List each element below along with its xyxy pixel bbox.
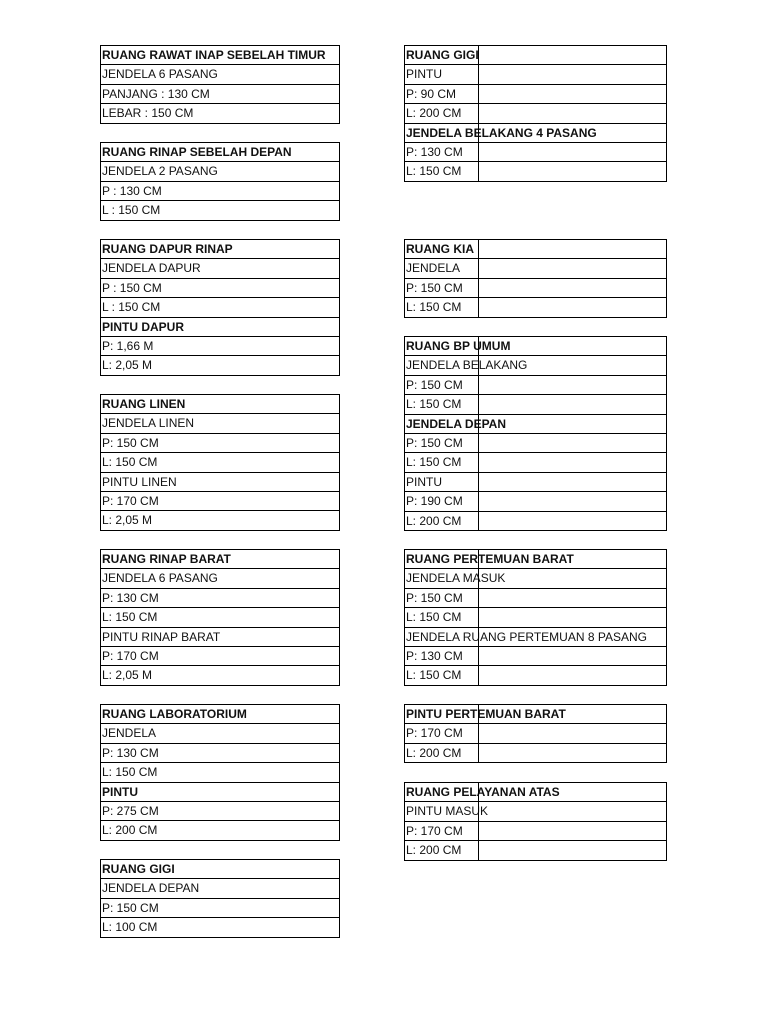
table-cell xyxy=(101,763,339,782)
column-divider xyxy=(478,240,479,259)
cell-text: JENDELA 2 PASANG xyxy=(102,164,218,179)
table-cell xyxy=(405,512,666,531)
left-table-ruang-laboratorium xyxy=(100,704,340,841)
table-cell xyxy=(405,802,666,821)
cell-text: P : 130 CM xyxy=(102,183,162,198)
cell-text: L: 200 CM xyxy=(406,513,462,528)
column-divider xyxy=(478,666,479,685)
table-cell xyxy=(405,473,666,492)
column-divider xyxy=(478,143,479,162)
cell-text: JENDELA 6 PASANG xyxy=(102,571,218,586)
table-cell xyxy=(405,724,666,743)
cell-text: P: 130 CM xyxy=(102,745,159,760)
cell-text: L: 200 CM xyxy=(102,823,158,838)
cell-text: P: 130 CM xyxy=(406,648,463,663)
column-divider xyxy=(478,453,479,472)
table-cell xyxy=(101,628,339,647)
cell-text: P: 170 CM xyxy=(406,823,463,838)
cell-text: L: 150 CM xyxy=(102,455,158,470)
cell-text: RUANG RINAP BARAT xyxy=(102,552,231,566)
table-heading xyxy=(101,860,339,879)
column-divider xyxy=(478,279,479,298)
cell-text: JENDELA DAPUR xyxy=(102,261,201,276)
cell-text: JENDELA BELAKANG xyxy=(406,358,528,373)
cell-text: L: 2,05 M xyxy=(102,513,153,528)
cell-text: P: 190 CM xyxy=(406,494,463,509)
cell-text: P: 130 CM xyxy=(102,590,159,605)
column-divider xyxy=(478,744,479,763)
table-cell xyxy=(101,182,339,201)
right-table-ruang-bp-umum xyxy=(404,336,667,531)
table-cell xyxy=(101,724,339,743)
cell-text: PINTU LINEN xyxy=(102,474,177,489)
column-divider xyxy=(478,65,479,84)
table-cell xyxy=(405,569,666,588)
cell-text: L: 2,05 M xyxy=(102,668,153,683)
cell-text: PINTU DAPUR xyxy=(102,319,185,334)
table-heading xyxy=(405,415,666,434)
cell-text: PINTU PERTEMUAN BARAT xyxy=(406,707,566,721)
column-divider xyxy=(478,434,479,453)
table-heading xyxy=(101,395,339,414)
cell-text: RUANG LINEN xyxy=(102,397,186,411)
cell-text: L: 2,05 M xyxy=(102,358,153,373)
table-cell xyxy=(405,104,666,123)
cell-text: P: 90 CM xyxy=(406,86,457,101)
table-cell xyxy=(405,356,666,375)
left-table-ruang-rawat-inap-sebelah-timur xyxy=(100,45,340,124)
left-table-ruang-linen xyxy=(100,394,340,531)
cell-text: RUANG GIGI xyxy=(102,862,175,876)
column-divider xyxy=(478,608,479,627)
column-divider xyxy=(478,512,479,531)
table-heading xyxy=(101,550,339,569)
cell-text: P: 150 CM xyxy=(102,900,159,915)
cell-text: L: 150 CM xyxy=(406,455,462,470)
cell-text: RUANG RAWAT INAP SEBELAH TIMUR xyxy=(102,48,326,62)
table-cell xyxy=(101,201,339,220)
table-heading xyxy=(101,783,339,802)
table-cell xyxy=(405,259,666,278)
right-table-ruang-gigi xyxy=(404,45,667,182)
cell-text: L: 100 CM xyxy=(102,920,158,935)
right-table-ruang-pelayanan-atas xyxy=(404,782,667,861)
cell-text: JENDELA 6 PASANG xyxy=(102,67,218,82)
cell-text: PINTU MASUK xyxy=(406,804,489,819)
column-divider xyxy=(478,589,479,608)
table-cell xyxy=(101,666,339,685)
column-divider xyxy=(478,822,479,841)
column-divider xyxy=(478,395,479,414)
cell-text: RUANG PELAYANAN ATAS xyxy=(406,785,560,799)
table-heading xyxy=(405,240,666,259)
cell-text: P: 170 CM xyxy=(102,493,159,508)
table-heading xyxy=(101,143,339,162)
cell-text: P: 170 CM xyxy=(406,726,463,741)
cell-text: P: 150 CM xyxy=(102,435,159,450)
cell-text: P: 150 CM xyxy=(406,435,463,450)
table-cell xyxy=(405,162,666,181)
cell-text: JENDELA xyxy=(406,261,461,276)
cell-text: RUANG LABORATORIUM xyxy=(102,707,247,721)
table-cell xyxy=(101,356,339,375)
left-table-ruang-rinap-sebelah-depan xyxy=(100,142,340,221)
column-divider xyxy=(478,259,479,278)
cell-text: PINTU xyxy=(102,784,138,799)
table-heading xyxy=(101,705,339,724)
table-cell xyxy=(101,899,339,918)
right-table-ruang-kia xyxy=(404,239,667,318)
cell-text: LEBAR : 150 CM xyxy=(102,106,194,121)
table-cell xyxy=(405,841,666,860)
table-cell xyxy=(405,143,666,162)
table-cell xyxy=(101,259,339,278)
table-cell xyxy=(101,744,339,763)
column-divider xyxy=(478,298,479,317)
column-divider xyxy=(478,724,479,743)
table-cell xyxy=(405,298,666,317)
cell-text: PANJANG : 130 CM xyxy=(102,86,210,101)
table-cell xyxy=(101,434,339,453)
cell-text: L: 150 CM xyxy=(102,610,158,625)
table-cell xyxy=(101,589,339,608)
table-heading xyxy=(405,783,666,802)
table-cell xyxy=(405,647,666,666)
cell-text: RUANG BP UMUM xyxy=(406,339,511,353)
cell-text: PINTU xyxy=(406,67,442,82)
right-table-ruang-pertemuan-barat xyxy=(404,549,667,686)
cell-text: JENDELA DEPAN xyxy=(406,416,507,431)
table-cell xyxy=(405,589,666,608)
cell-text: RUANG GIGI xyxy=(406,48,479,62)
column-divider xyxy=(478,104,479,123)
cell-text: P: 170 CM xyxy=(102,648,159,663)
table-cell xyxy=(405,628,666,647)
cell-text: JENDELA LINEN xyxy=(102,416,195,431)
column-divider xyxy=(478,162,479,181)
cell-text: RUANG RINAP SEBELAH DEPAN xyxy=(102,145,292,159)
cell-text: P: 130 CM xyxy=(406,144,463,159)
column-divider xyxy=(478,492,479,511)
table-cell xyxy=(405,395,666,414)
table-cell xyxy=(101,569,339,588)
cell-text: JENDELA xyxy=(102,726,157,741)
cell-text: RUANG DAPUR RINAP xyxy=(102,242,233,256)
column-divider xyxy=(478,473,479,492)
table-cell xyxy=(101,802,339,821)
column-divider xyxy=(478,841,479,860)
table-heading xyxy=(405,337,666,356)
table-cell xyxy=(405,492,666,511)
table-cell xyxy=(101,511,339,530)
table-heading xyxy=(101,240,339,259)
table-cell xyxy=(101,65,339,84)
cell-text: L : 150 CM xyxy=(102,203,161,218)
column-divider xyxy=(478,85,479,104)
cell-text: P: 150 CM xyxy=(406,377,463,392)
cell-text: L: 150 CM xyxy=(406,300,462,315)
table-cell xyxy=(405,65,666,84)
left-table-ruang-dapur-rinap xyxy=(100,239,340,376)
table-cell xyxy=(405,608,666,627)
cell-text: L: 150 CM xyxy=(102,765,158,780)
column-divider xyxy=(478,647,479,666)
table-cell xyxy=(405,376,666,395)
table-cell xyxy=(101,492,339,511)
right-table-pintu-pertemuan-barat xyxy=(404,704,667,763)
table-cell xyxy=(101,298,339,317)
table-cell xyxy=(101,453,339,472)
table-cell xyxy=(101,414,339,433)
cell-text: PINTU xyxy=(406,474,442,489)
cell-text: PINTU RINAP BARAT xyxy=(102,629,221,644)
cell-text: P: 150 CM xyxy=(406,590,463,605)
table-cell xyxy=(101,337,339,356)
table-heading xyxy=(405,124,666,143)
cell-text: JENDELA MASUK xyxy=(406,571,506,586)
cell-text: JENDELA DEPAN xyxy=(102,881,200,896)
table-cell xyxy=(101,821,339,840)
table-cell xyxy=(101,647,339,666)
table-cell xyxy=(405,279,666,298)
table-heading xyxy=(101,46,339,65)
table-heading xyxy=(405,550,666,569)
cell-text: L: 200 CM xyxy=(406,106,462,121)
table-cell xyxy=(405,822,666,841)
table-cell xyxy=(101,104,339,123)
cell-text: JENDELA RUANG PERTEMUAN 8 PASANG xyxy=(406,629,647,644)
table-heading xyxy=(101,318,339,337)
cell-text: RUANG KIA xyxy=(406,242,474,256)
cell-text: RUANG PERTEMUAN BARAT xyxy=(406,552,574,566)
table-cell xyxy=(101,279,339,298)
cell-text: L: 150 CM xyxy=(406,397,462,412)
cell-text: L: 200 CM xyxy=(406,745,462,760)
cell-text: L : 150 CM xyxy=(102,300,161,315)
cell-text: L: 150 CM xyxy=(406,668,462,683)
left-table-ruang-rinap-barat xyxy=(100,549,340,686)
cell-text: P: 1,66 M xyxy=(102,338,154,353)
cell-text: JENDELA BELAKANG 4 PASANG xyxy=(406,125,597,140)
cell-text: P: 150 CM xyxy=(406,280,463,295)
table-heading xyxy=(405,705,666,724)
table-cell xyxy=(405,666,666,685)
cell-text: P : 150 CM xyxy=(102,280,162,295)
cell-text: L: 150 CM xyxy=(406,164,462,179)
table-cell xyxy=(405,434,666,453)
cell-text: L: 200 CM xyxy=(406,843,462,858)
table-cell xyxy=(101,879,339,898)
table-cell xyxy=(405,85,666,104)
cell-text: P: 275 CM xyxy=(102,803,159,818)
table-cell xyxy=(101,85,339,104)
table-heading xyxy=(405,46,666,65)
table-cell xyxy=(405,744,666,763)
table-cell xyxy=(101,473,339,492)
table-cell xyxy=(101,918,339,937)
left-table-ruang-gigi xyxy=(100,859,340,938)
table-cell xyxy=(101,162,339,181)
cell-text: L: 150 CM xyxy=(406,610,462,625)
table-cell xyxy=(405,453,666,472)
column-divider xyxy=(478,376,479,395)
table-cell xyxy=(101,608,339,627)
